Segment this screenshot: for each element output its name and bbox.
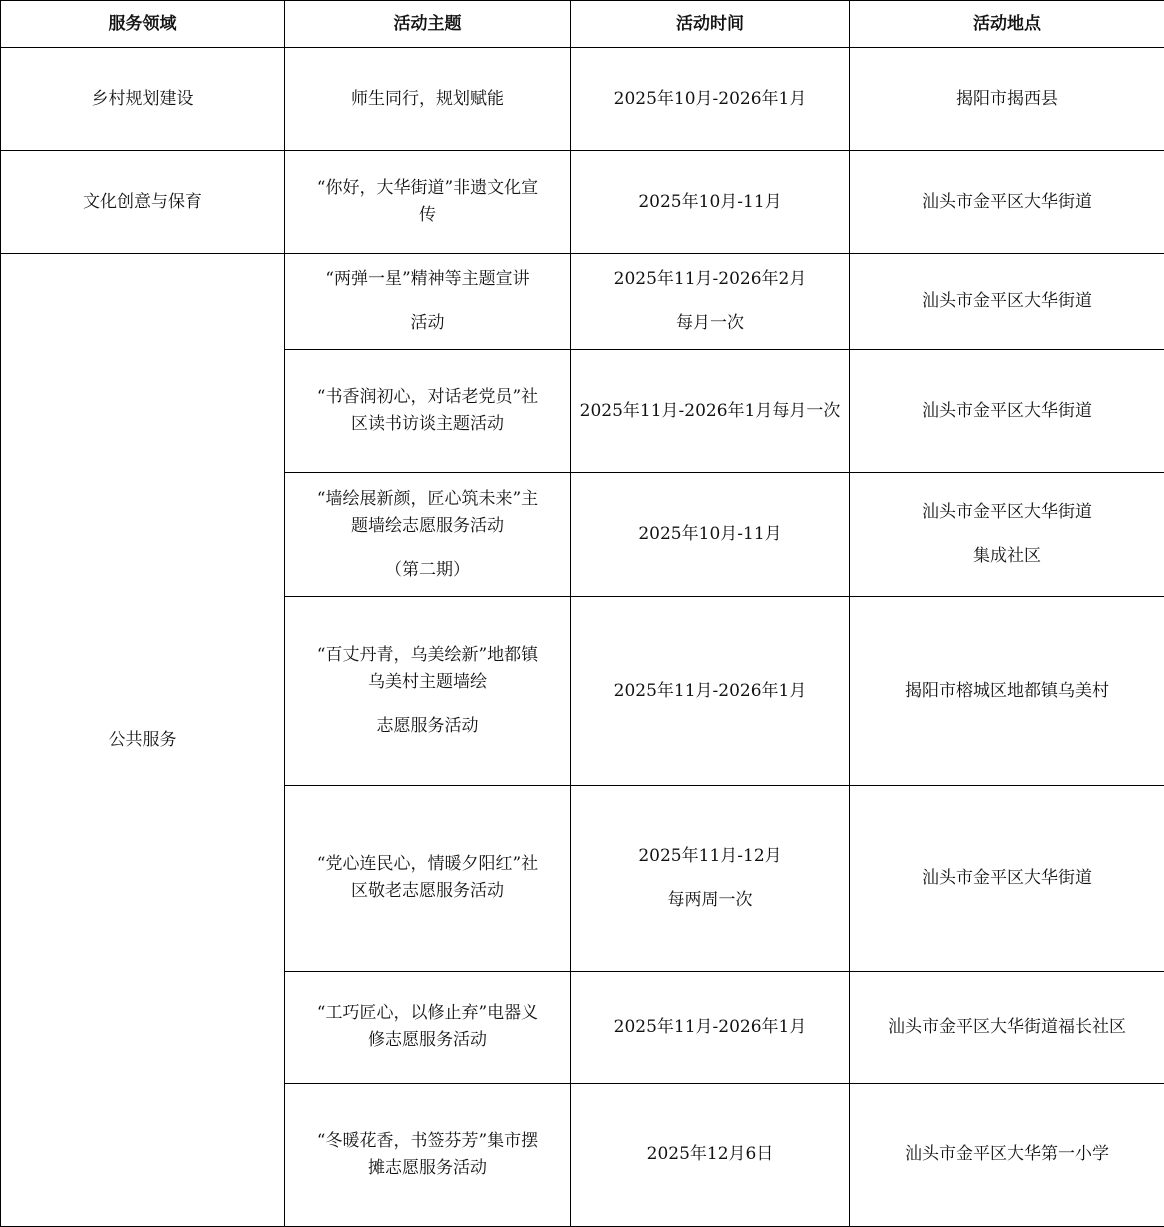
time-line: 每两周一次 (667, 889, 753, 910)
place-line: 揭阳市榕城区地都镇乌美村 (905, 680, 1109, 701)
table-row (1, 151, 1164, 254)
place-cell (850, 971, 1164, 1083)
theme-cell (285, 971, 571, 1083)
place-line: 汕头市金平区大华街道 (922, 867, 1092, 888)
domain-cell (1, 151, 285, 254)
theme-line: “书香润初心，对话老党员”社 (316, 387, 539, 408)
domain-text: 乡村规划建设 (91, 88, 194, 109)
domain-text: 公共服务 (108, 729, 177, 750)
theme-line: 区读书访谈主题活动 (351, 414, 504, 435)
theme-line: 乌美村主题墙绘 (368, 672, 487, 692)
domain-cell (1, 254, 285, 1227)
time-cell (571, 785, 850, 971)
place-line: 汕头市金平区大华街道福长社区 (888, 1016, 1126, 1037)
time-line: 2025年10月-2026年1月 (613, 88, 807, 109)
time-cell (571, 473, 850, 597)
time-cell (571, 48, 850, 151)
time-cell (571, 151, 850, 254)
theme-line: （第二期） (385, 559, 470, 580)
paragraph-gap (299, 293, 556, 310)
theme-line: 区敬老志愿服务活动 (351, 881, 504, 902)
place-line: 汕头市金平区大华街道 (922, 502, 1092, 523)
paragraph-gap (864, 526, 1150, 543)
paragraph-gap (299, 696, 556, 713)
theme-line: 师生同行，规划赋能 (351, 88, 504, 109)
theme-line: 活动 (410, 313, 445, 334)
time-line: 2025年10月-11月 (638, 191, 782, 212)
table-row (1, 48, 1164, 151)
header-activity-place: 活动地点 (850, 1, 1164, 48)
place-cell (850, 48, 1164, 151)
theme-line: 志愿服务活动 (376, 716, 479, 736)
place-cell (850, 473, 1164, 597)
time-cell (571, 350, 850, 473)
theme-line: 修志愿服务活动 (368, 1030, 487, 1051)
theme-line: “墙绘展新颜，匠心筑未来”主 (316, 488, 539, 509)
theme-cell (285, 350, 571, 473)
theme-cell (285, 1083, 571, 1226)
place-cell (850, 1083, 1164, 1226)
paragraph-gap (299, 540, 556, 557)
theme-line: 题墙绘志愿服务活动 (351, 515, 504, 536)
theme-line: “你好，大华街道”非遗文化宣 (316, 178, 539, 199)
place-cell (850, 597, 1164, 785)
table-row (1, 254, 1164, 350)
place-line: 汕头市金平区大华街道 (922, 400, 1092, 421)
time-line: 2025年11月-2026年1月 (613, 680, 807, 701)
place-cell (850, 254, 1164, 350)
time-line: 2025年11月-12月 (638, 845, 782, 866)
header-row (1, 1, 1164, 48)
time-cell (571, 597, 850, 785)
theme-cell (285, 254, 571, 350)
theme-cell (285, 785, 571, 971)
time-cell (571, 971, 850, 1083)
place-cell (850, 350, 1164, 473)
theme-cell (285, 151, 571, 254)
time-cell (571, 254, 850, 350)
theme-line: “冬暖花香，书签芬芳”集市摆 (316, 1130, 539, 1151)
place-line: 汕头市金平区大华街道 (922, 191, 1092, 212)
place-line: 集成社区 (973, 546, 1041, 567)
place-cell (850, 151, 1164, 254)
theme-cell (285, 48, 571, 151)
time-line: 每月一次 (676, 313, 744, 334)
place-cell (850, 785, 1164, 971)
theme-line: 摊志愿服务活动 (368, 1157, 487, 1178)
theme-line: “工巧匠心，以修止弃”电器义 (316, 1003, 539, 1024)
theme-line: “党心连民心，情暖夕阳红”社 (316, 854, 539, 875)
place-line: 汕头市金平区大华街道 (922, 291, 1092, 312)
theme-line: “两弹一星”精神等主题宣讲 (325, 269, 530, 290)
header-service-domain: 服务领域 (1, 1, 285, 48)
theme-line: “百丈丹青，乌美绘新”地都镇 (316, 645, 539, 665)
header-activity-theme: 活动主题 (285, 1, 571, 48)
paragraph-gap (585, 293, 835, 310)
time-line: 2025年10月-11月 (638, 524, 782, 545)
time-line: 2025年11月-2026年1月每月一次 (579, 400, 841, 421)
place-line: 揭阳市揭西县 (956, 88, 1058, 109)
time-line: 2025年11月-2026年1月 (613, 1016, 807, 1037)
theme-cell (285, 597, 571, 785)
time-cell (571, 1083, 850, 1226)
domain-cell (1, 48, 285, 151)
time-line: 2025年11月-2026年2月 (613, 269, 807, 290)
header-activity-time: 活动时间 (571, 1, 850, 48)
theme-cell (285, 473, 571, 597)
domain-text: 文化创意与保育 (83, 191, 202, 212)
theme-line: 传 (419, 205, 436, 226)
place-line: 汕头市金平区大华第一小学 (905, 1144, 1109, 1165)
time-line: 2025年12月6日 (646, 1144, 774, 1165)
paragraph-gap (585, 870, 835, 887)
